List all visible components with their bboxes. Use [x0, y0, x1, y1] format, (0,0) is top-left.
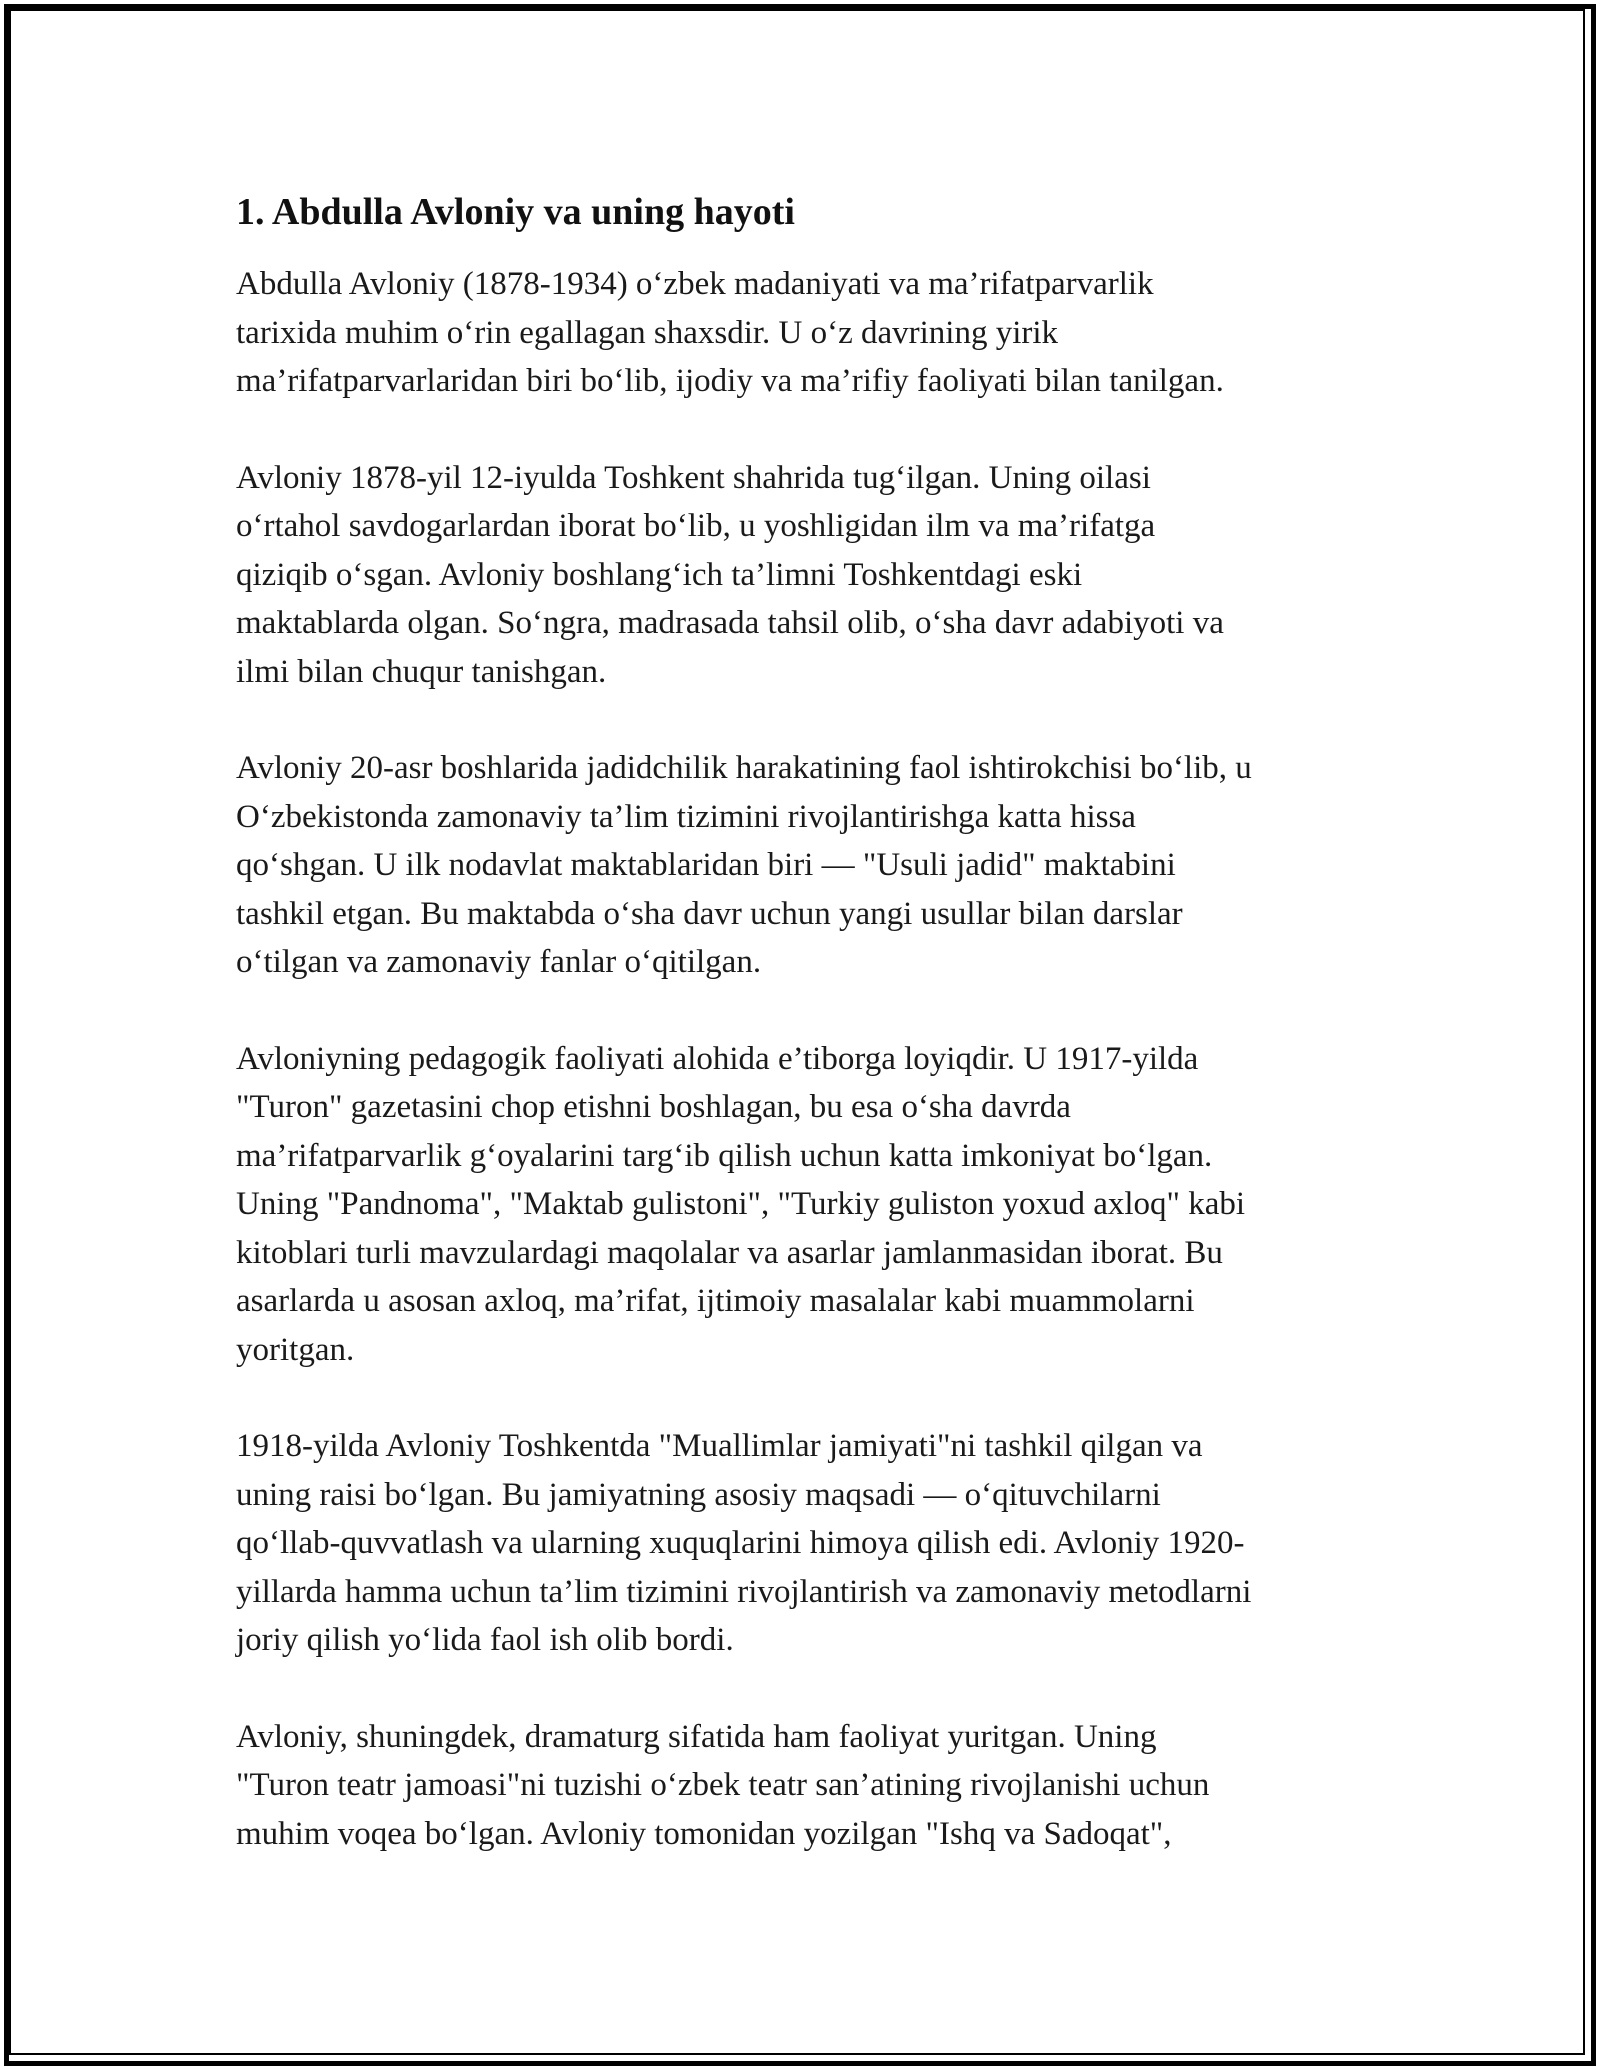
- paragraph-drama: Avloniy, shuningdek, dramaturg sifatida ham faoliyat yuritgan. Uning "Turon teatr jamoasi"ni tuzishi o‘zbek teatr san’atining rivojlanishi uchun muhim voqea bo‘lgan. Avloniy tomonidan yozilgan "Ishq va Sadoqat",: [236, 1718, 1210, 1852]
- paragraph-early-life: Avloniy 1878-yil 12-iyulda Toshkent shahrida tug‘ilgan. Uning oilasi o‘rtahol savdogarlardan iborat bo‘lib, u yoshligidan ilm va ma’rifatga qiziqib o‘sgan. Avloniy boshlang‘ich ta’limni Toshkentdagi eski maktablarda olgan. So‘ngra, madrasada tahsil olib, o‘sha davr adabiyoti va ilmi bilan chuqur tanishgan.: [236, 459, 1224, 690]
- paragraph-jadid-movement: Avloniy 20-asr boshlarida jadidchilik harakatining faol ishtirokchisi bo‘lib, u O‘zbekistonda zamonaviy ta’lim tizimini rivojlantirishga katta hissa qo‘shgan. U ilk nodavlat maktablaridan biri — "Usuli jadid" maktabini tashkil etgan. Bu maktabda o‘sha davr uchun yangi usullar bilan darslar o‘tilgan va zamonaviy fanlar o‘qitilgan.: [236, 750, 1252, 980]
- paragraph-teachers-society: 1918-yilda Avloniy Toshkentda "Muallimlar jamiyati"ni tashkil qilgan va uning raisi bo‘lgan. Bu jamiyatning asosiy maqsadi — o‘qituvchilarni qo‘llab-quvvatlash va ularning xuquqlarini himoya qilish edi. Avloniy 1920- yillarda hamma uchun ta’lim tizimini rivojlantirish va zamonaviy metodlarni joriy qilish yo‘lida faol ish olib bordi.: [236, 1428, 1252, 1658]
- paragraph-pedagogy: Avloniyning pedagogik faoliyati alohida e’tiborga loyiqdir. U 1917-yilda "Turon" gazetasini chop etishni boshlagan, bu esa o‘sha davrda ma’rifatparvarlik g‘oyalarini targ‘ib qilish uchun katta imkoniyat bo‘lgan. Uning "Pandnoma", "Maktab gulistoni", "Turkiy guliston yoxud axloq" kabi kitoblari turli mavzulardagi maqolalar va asarlar jamlanmasidan iborat. Bu asarlarda u asosan axloq, ma’rifat, ijtimoiy masalalar kabi muammolarni yoritgan.: [236, 1040, 1246, 1368]
- document-body: [236, 188, 1386, 1906]
- section-heading: 1. Abdulla Avloniy va uning hayoti: [236, 191, 795, 233]
- paragraph-intro: Abdulla Avloniy (1878-1934) o‘zbek madaniyati va ma’rifatparvarlik tarixida muhim o‘rin egallagan shaxsdir. U o‘z davrining yirik ma’rifatparvarlaridan biri bo‘lib, ijodiy va ma’rifiy faoliyati bilan tanilgan.: [236, 266, 1224, 399]
